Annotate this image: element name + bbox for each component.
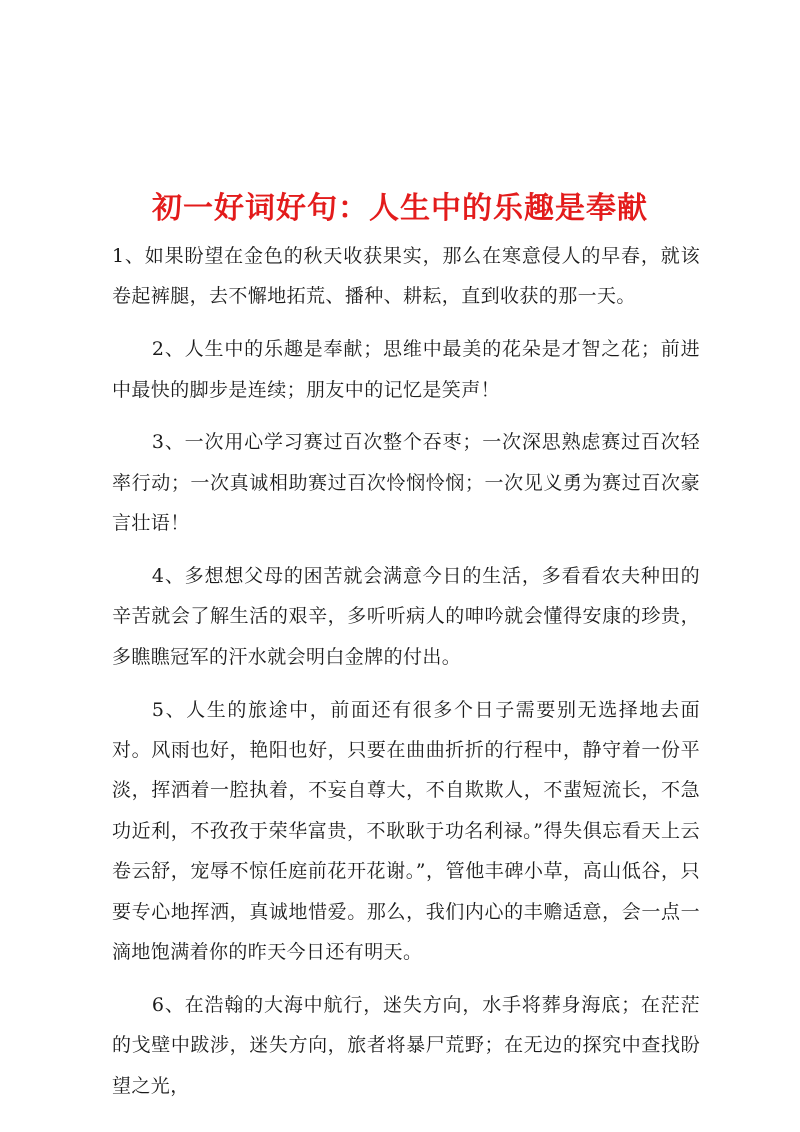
paragraph-2: 2、人生中的乐趣是奉献；思维中最美的花朵是才智之花；前进中最快的脚步是连续；朋友中的记忆是笑声！ [112,338,700,401]
paragraph-6: 6、在浩翰的大海中航行，迷失方向，水手将葬身海底；在茫茫的戈壁中跋涉，迷失方向，旅者将暴尸荒野；在无边的探究中查找盼望之光， [112,993,700,1097]
page-title: 初一好词好句：人生中的乐趣是奉献 [152,191,648,227]
article-body [112,236,700,1118]
paragraph-4: 4、多想想父母的困苦就会满意今日的生活，多看看农夫种田的辛苦就会了解生活的艰辛，多听听病人的呻吟就会懂得安康的珍贵，多瞧瞧冠军的汗水就会明白金牌的付出。 [112,565,700,668]
paragraph-3: 3、一次用心学习赛过百次整个吞枣；一次深思熟虑赛过百次轻率行动；一次真诚相助赛过百次怜悯怜悯；一次见义勇为赛过百次豪言壮语！ [112,431,700,535]
paragraph-1: 1、如果盼望在金色的秋天收获果实，那么在寒意侵人的早春，就该卷起裤腿，去不懈地拓荒、播种、耕耘，直到收获的那一天。 [112,245,700,308]
paragraph-5: 5、人生的旅途中，前面还有很多个日子需要别无选择地去面对。风雨也好，艳阳也好，只要在曲曲折折的行程中，静守着一份平淡，挥洒着一腔执着，不妄自尊大，不自欺欺人，不蜚短流长，不急功近利，不孜孜于荣华富贵，不耿耿于功名利禄。”得失俱忘看天上云卷云舒，宠辱不惊任庭前花开花谢。”，管他丰碑小草，高山低谷，只要专心地挥洒，真诚地惜爱。那么，我们内心的丰赡适意，会一点一滴地饱满着你的昨天今日还有明天。 [112,698,700,964]
